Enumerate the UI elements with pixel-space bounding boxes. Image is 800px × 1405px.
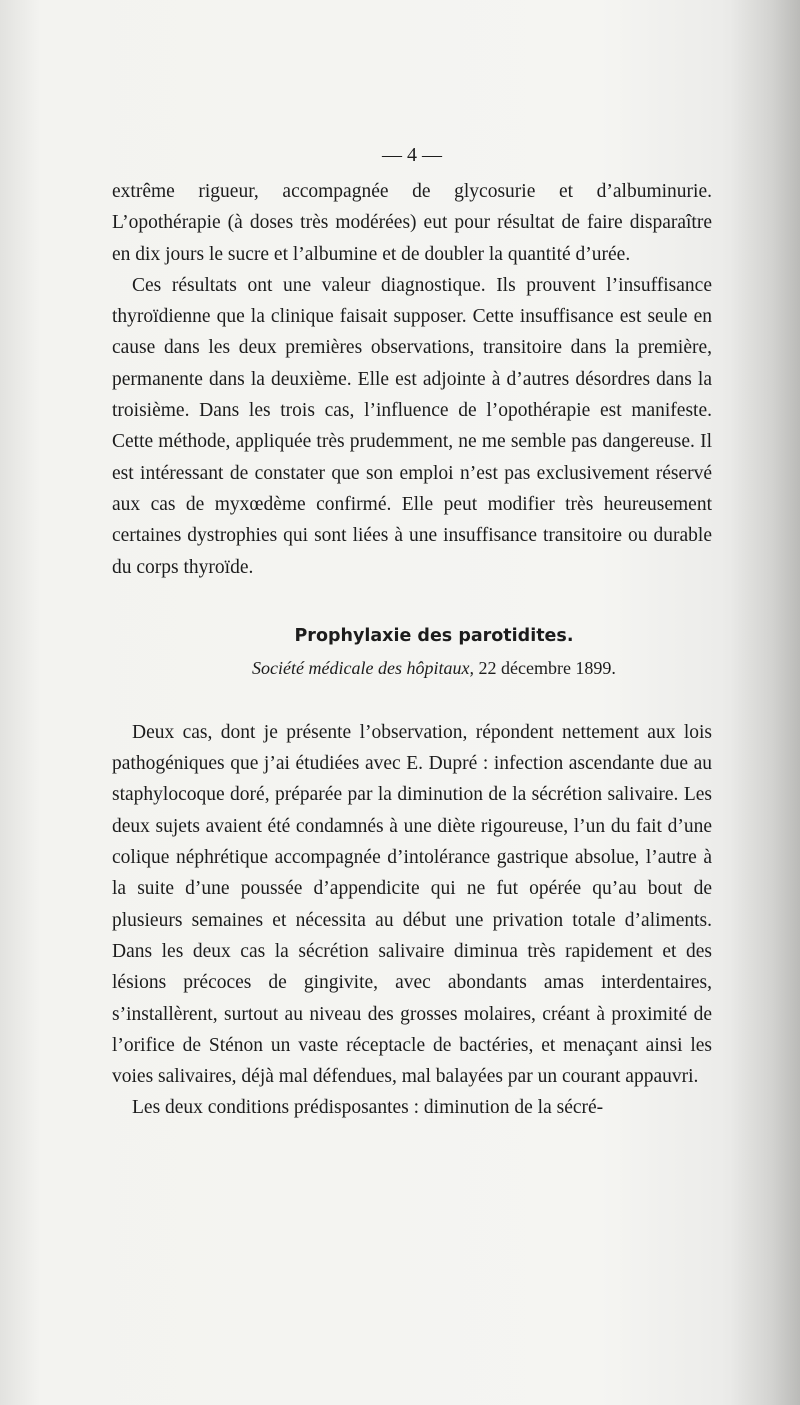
paragraph-diagnostic: Ces résultats ont une valeur diagnostique. Ils prouvent l’insuffisance thyroïdienne que la clinique faisait supposer. Cette insuffisance est seule en cause dans les deux premières observations, transitoire dans la première, permanente dans la deuxième. Elle est adjointe à d’autres désordres dans la troisième. Dans les trois cas, l’influence de l’opothérapie est manifeste. Cette méthode, appliquée très prudemment, ne me semble pas dangereuse. Il est intéressant de constater que son emploi n’est pas exclusivement réservé aux cas de myxœdème confirmé. Elle peut modifier très heureusement certaines dystrophies qui sont liées à une insuffisance transitoire ou durable du corps thyroïde.	[112, 274, 712, 578]
section-gap	[112, 681, 712, 717]
source-date: 22 décembre 1899.	[478, 657, 616, 678]
page-number: — 4 —	[382, 144, 442, 166]
page-edge-shadow	[730, 0, 800, 1405]
section-source	[156, 655, 712, 681]
section-title: Prophylaxie des parotidites.	[294, 625, 574, 646]
paragraph-continuation: extrême rigueur, accompagnée de glycosurie et d’albuminurie. L’opothérapie (à doses très modérées) eut pour résultat de faire disparaître en dix jours le sucre et l’albumine et de doubler la quantité d’urée.	[112, 181, 712, 265]
page-content	[112, 140, 712, 1124]
paragraph-conditions: Les deux conditions prédisposantes : diminution de la sécré-	[132, 1097, 604, 1119]
paragraph-cases: Deux cas, dont je présente l’observation, répondent nettement aux lois pathogéniques que j’ai étudiées avec E. Dupré : infection ascendante due au staphylocoque doré, préparée par la diminution de la sécrétion salivaire. Les deux sujets avaient été condamnés à une diète rigoureuse, l’un du fait d’une colique néphrétique accompagnée d’intolérance gastrique absolue, l’autre à la suite d’une poussée d’appendicite qui ne fut opérée qu’au bout de plusieurs semaines et nécessita au début une privation totale d’aliments. Dans les deux cas la sécrétion salivaire diminua très rapidement et des lésions précoces de gingivite, avec abondants amas interdentaires, s’installèrent, surtout au niveau des grosses molaires, créant à proximité de l’orifice de Sténon un vaste réceptacle de bactéries, et menaçant ainsi les voies salivaires, déjà mal défendues, mal balayées par un courant appauvri.	[112, 721, 712, 1088]
source-society: Société médicale des hôpitaux,	[252, 657, 474, 678]
